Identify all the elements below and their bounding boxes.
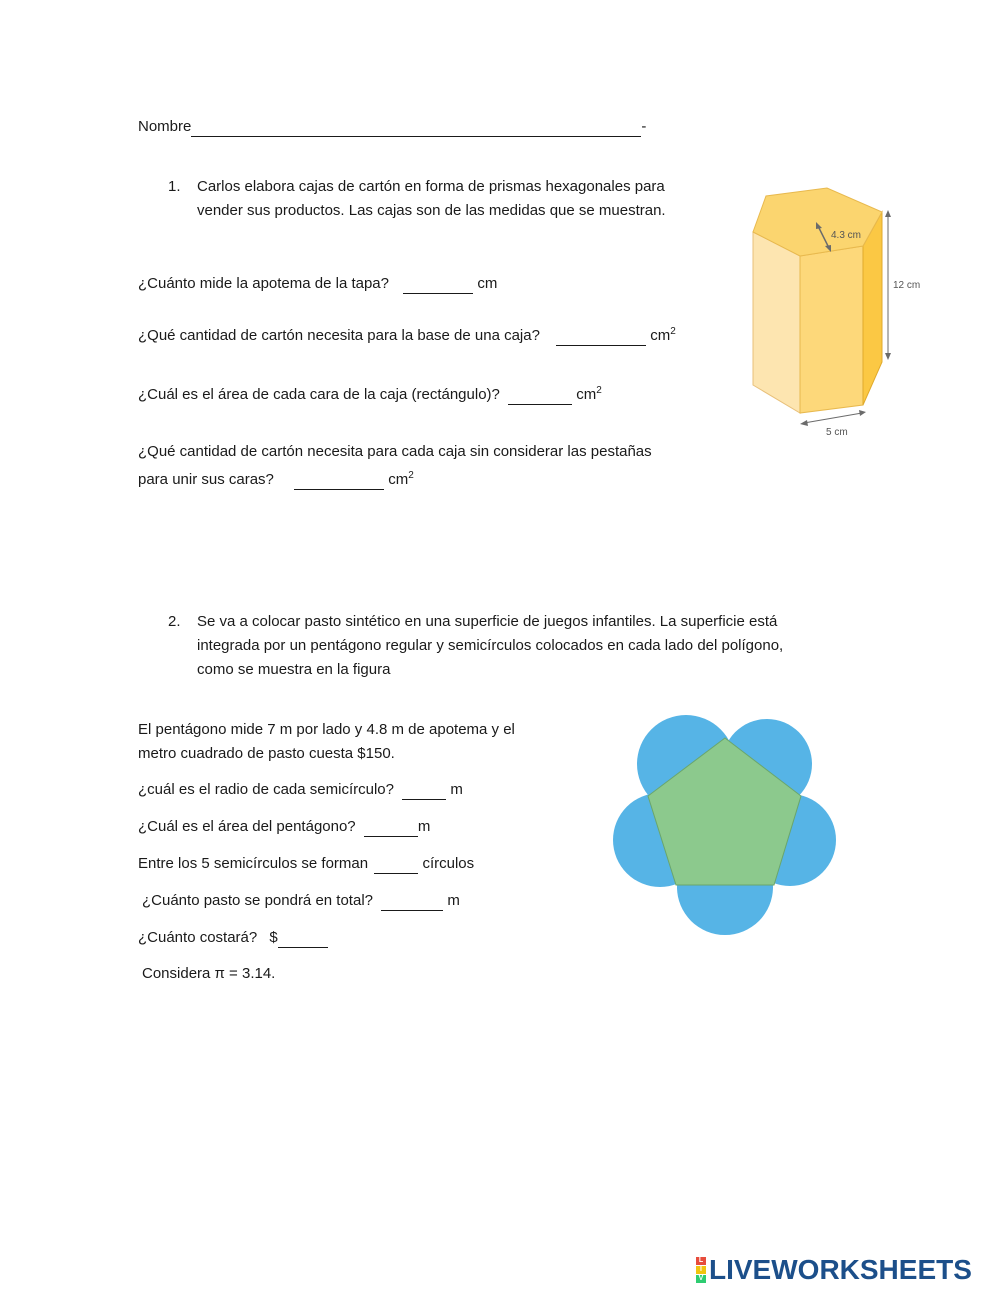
q2-area-unit: m <box>417 818 431 835</box>
q2-circles-question: Entre los 5 semicírculos se forman <box>138 855 369 872</box>
name-label: Nombre <box>138 118 192 135</box>
side-arrow <box>804 413 862 423</box>
hexagonal-prism-figure <box>740 180 940 440</box>
pentagon-semicircles-figure <box>610 710 840 940</box>
logo-text: LIVEWORKSHEETS <box>709 1254 972 1285</box>
side-label: 5 cm <box>826 427 848 438</box>
q2-circles-input[interactable] <box>374 855 418 874</box>
q1-apothem-input[interactable] <box>403 275 473 294</box>
q1-face-unit: cm <box>576 386 597 403</box>
logo-block-v: V <box>696 1275 706 1283</box>
q1-base-question: ¿Qué cantidad de cartón necesita para la base de una caja? <box>138 327 540 344</box>
logo-blocks <box>696 1257 706 1284</box>
q1-base-squared: 2 <box>670 326 676 337</box>
q2-area-question: ¿Cuál es el área del pentágono? <box>138 818 356 835</box>
q1-face-question: ¿Cuál es el área de cada cara de la caja (rectángulo)? <box>138 386 500 403</box>
q2-circles-row <box>138 852 474 876</box>
q1-text-line1: Carlos elabora cajas de cartón en forma de prismas hexagonales para <box>197 178 665 195</box>
q1-apothem-unit: cm <box>477 275 498 292</box>
q1-total-unit: cm <box>388 471 409 488</box>
prism-front-face <box>800 246 863 413</box>
name-input[interactable] <box>191 118 641 137</box>
q2-circles-suffix: círculos <box>422 855 475 872</box>
apothem-label: 4.3 cm <box>831 230 862 241</box>
q2-radius-input[interactable] <box>402 781 446 800</box>
q2-text-line1: Se va a colocar pasto sintético en una superficie de juegos infantiles. La superficie está <box>197 613 778 630</box>
q1-face-squared: 2 <box>596 385 602 396</box>
q2-grass-row <box>142 889 460 913</box>
q1-total-input[interactable] <box>294 471 384 490</box>
q1-text-line2: vender sus productos. Las cajas son de las medidas que se muestran. <box>197 202 666 219</box>
q1-apothem-question: ¿Cuánto mide la apotema de la tapa? <box>138 275 389 292</box>
q2-radius-row <box>138 778 463 802</box>
q2-cost-prefix: $ <box>269 929 278 946</box>
liveworksheets-logo <box>696 1254 972 1286</box>
q2-area-input[interactable] <box>364 818 418 837</box>
q1-total-squared: 2 <box>408 470 414 481</box>
q1-face-row <box>138 379 602 407</box>
q1-base-unit: cm <box>650 327 671 344</box>
q1-total-line1: ¿Qué cantidad de cartón necesita para cada caja sin considerar las pestañas <box>138 443 652 460</box>
q2-radius-question: ¿cuál es el radio de cada semicírculo? <box>138 781 394 798</box>
q1-base-row <box>138 320 676 348</box>
q2-grass-unit: m <box>447 892 460 909</box>
q1-total-question: para unir sus caras? <box>138 471 274 488</box>
q2-info-line1: El pentágono mide 7 m por lado y 4.8 m de apotema y el <box>138 721 515 738</box>
q2-text-line2: integrada por un pentágono regular y semicírculos colocados en cada lado del polígono, <box>197 637 784 654</box>
height-label: 12 cm <box>893 280 921 291</box>
q1-apothem-row <box>138 272 497 296</box>
name-trailer: - <box>641 118 647 135</box>
q1-total-row <box>138 464 414 492</box>
q1-number: 1. <box>168 178 181 195</box>
side-arrowhead-left <box>800 420 808 426</box>
name-row <box>138 115 646 139</box>
logo-block-i: I <box>696 1266 706 1274</box>
q2-area-row <box>138 815 430 839</box>
q2-number: 2. <box>168 613 181 630</box>
side-arrowhead-right <box>859 410 866 416</box>
logo-block-l: L <box>696 1257 706 1265</box>
height-arrowhead-top <box>885 210 891 217</box>
q2-text-line3: como se muestra en la figura <box>197 661 391 678</box>
q1-face-input[interactable] <box>508 386 572 405</box>
q2-grass-input[interactable] <box>381 892 443 911</box>
q2-radius-unit: m <box>450 781 463 798</box>
q2-cost-row <box>138 926 328 950</box>
q2-pi-note: Considera π = 3.14. <box>142 965 276 982</box>
q2-cost-input[interactable] <box>278 929 328 948</box>
q2-info-line2: metro cuadrado de pasto cuesta $150. <box>138 745 395 762</box>
q2-grass-question: ¿Cuánto pasto se pondrá en total? <box>142 892 373 909</box>
height-arrowhead-bottom <box>885 353 891 360</box>
q1-base-input[interactable] <box>556 327 646 346</box>
q2-cost-question: ¿Cuánto costará? <box>138 929 258 946</box>
prism-left-face <box>753 232 800 413</box>
